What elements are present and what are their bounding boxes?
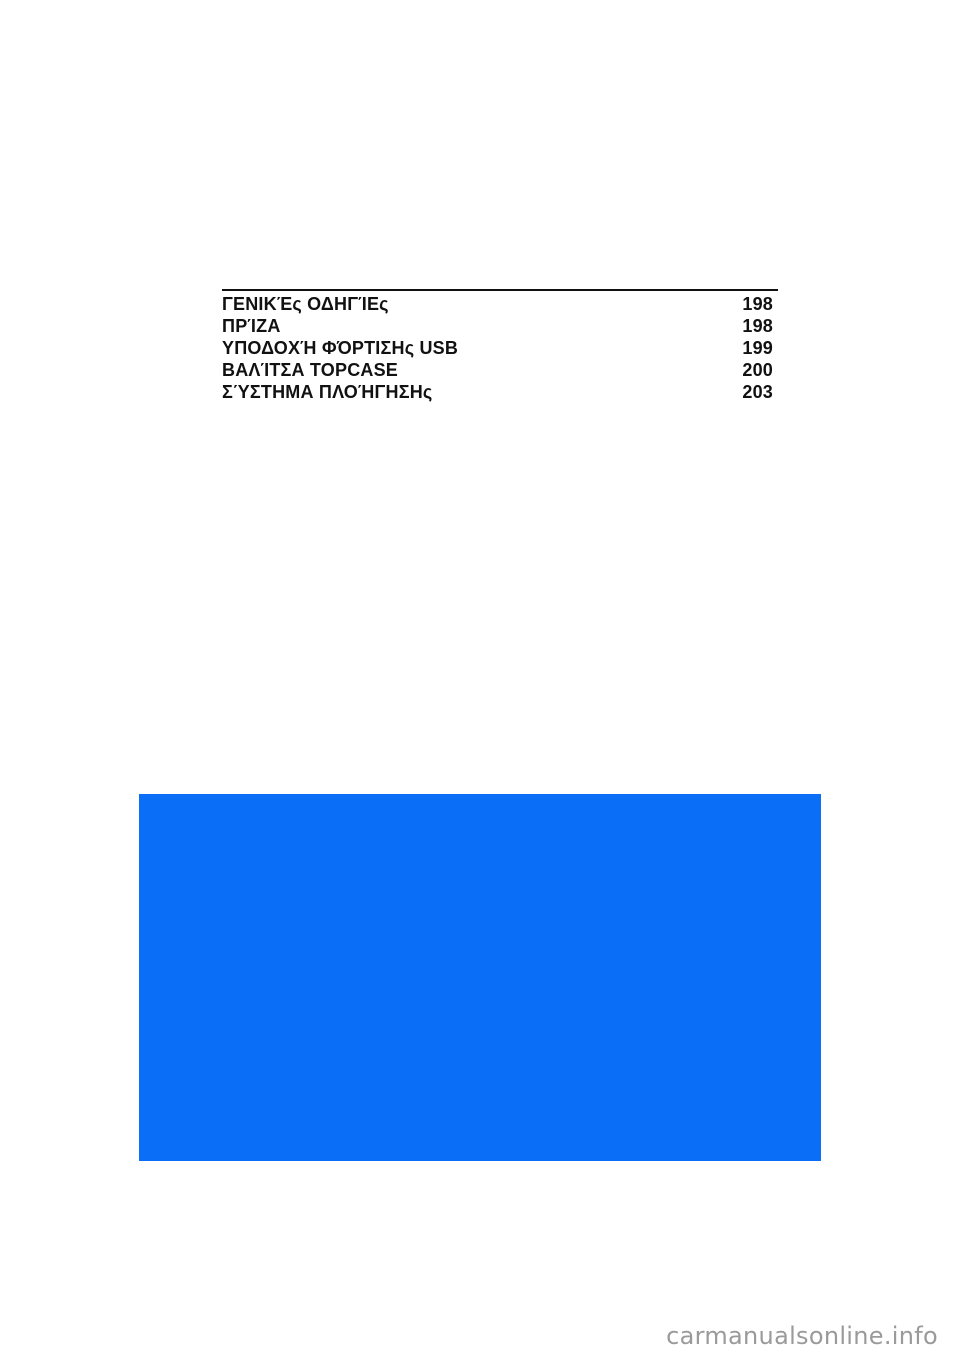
watermark: carmanualsonline.info: [666, 1322, 938, 1350]
toc-entry[interactable]: [222, 315, 778, 337]
table-of-contents: [222, 289, 778, 403]
toc-entry-page: 198: [742, 294, 773, 314]
toc-entry-title: ΥΠΟΔΟΧΉ ΦΌΡΤΙΣΗς USB: [222, 338, 459, 358]
toc-entry-page: 203: [742, 382, 773, 402]
toc-entry-title: ΓΕΝΙΚΈς ΟΔΗΓΊΕς: [222, 294, 389, 314]
toc-entry[interactable]: [222, 381, 778, 403]
toc-entry-page: 200: [742, 360, 773, 380]
toc-entry[interactable]: [222, 337, 778, 359]
toc-entry-title: ΒΑΛΊΤΣΑ TOPCASE: [222, 360, 399, 380]
blue-image-panel: [139, 794, 821, 1161]
toc-entry-title: ΣΎΣΤΗΜΑ ΠΛΟΉΓΗΣΗς: [222, 382, 433, 402]
toc-entry[interactable]: [222, 359, 778, 381]
toc-entry[interactable]: [222, 293, 778, 315]
toc-entry-page: 198: [742, 316, 773, 336]
toc-entry-page: 199: [742, 338, 773, 358]
toc-entry-title: ΠΡΊΖΑ: [222, 316, 281, 336]
